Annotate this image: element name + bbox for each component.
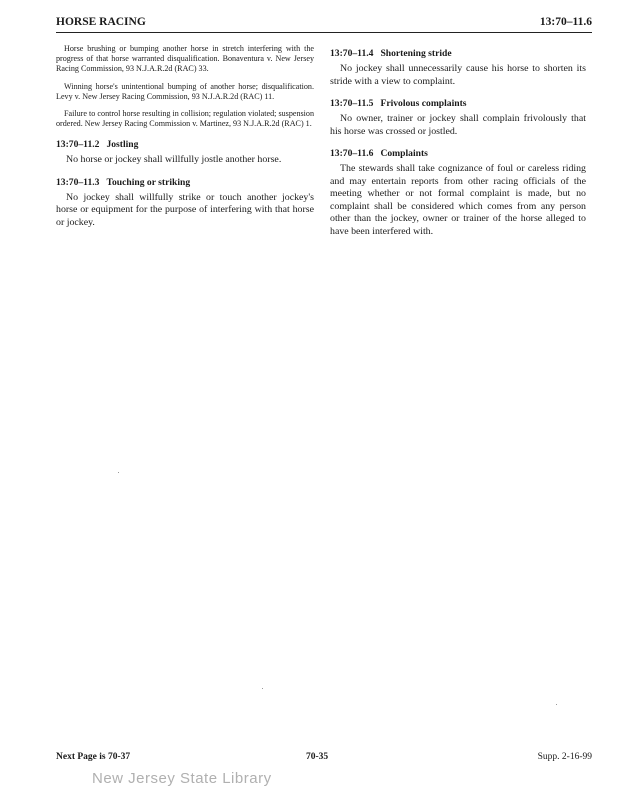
section-number: 13:70–11.6 <box>330 148 374 159</box>
section-heading <box>330 148 586 159</box>
library-stamp: New Jersey State Library <box>92 770 272 787</box>
section-title: Jostling <box>106 139 139 151</box>
scan-speck <box>118 472 119 473</box>
section-title: Shortening stride <box>380 48 452 59</box>
section-text: No jockey shall willfully strike or touch another jockey's horse or equipment for the purpose of interfering with that horse or jockey. <box>56 191 314 228</box>
right-column <box>330 44 586 244</box>
header-title: HORSE RACING <box>56 16 146 28</box>
section-number: 13:70–11.2 <box>56 139 100 151</box>
section-heading <box>330 48 586 59</box>
supplement-date: Supp. 2-16-99 <box>537 752 592 762</box>
section-text: No jockey shall unnecessarily cause his horse to shorten its stride with a view to complaint. <box>330 63 586 87</box>
section-title: Frivolous complaints <box>380 98 467 109</box>
case-note: Horse brushing or bumping another horse in stretch interfering with the progress of that horse warranted disqualification. Bonaventura v. New Jersey Racing Commission, 93 N.J.A.R.2d (RAC) 33. <box>56 44 314 74</box>
section-text: No owner, trainer or jockey shall complain frivolously that his horse was crossed or jostled. <box>330 113 586 137</box>
section-title: Complaints <box>380 148 428 159</box>
section-heading <box>56 177 314 188</box>
section-heading <box>330 98 586 109</box>
section-heading <box>56 139 314 150</box>
header-section-range: 13:70–11.6 <box>539 16 592 28</box>
scan-speck <box>556 704 557 705</box>
left-column <box>56 44 314 235</box>
running-header <box>56 14 592 33</box>
scan-speck <box>262 688 263 689</box>
page-number: 70-35 <box>306 752 329 762</box>
section-number: 13:70–11.3 <box>56 176 100 188</box>
case-note: Winning horse's unintentional bumping of another horse; disqualification. Levy v. New Jersey Racing Commission, 93 N.J.A.R.2d (RAC) 11. <box>56 81 314 101</box>
section-text: No horse or jockey shall willfully jostle another horse. <box>66 154 282 166</box>
section-title: Touching or striking <box>106 176 191 188</box>
section-text: The stewards shall take cognizance of foul or careless riding and may entertain reports from other racing officials of the meeting whether or not formal complaint is made, but no complaint shall be considered which comes from any person other than the jockey, owner or trainer of the horse alleged to have been interfered with. <box>330 163 586 237</box>
section-number: 13:70–11.4 <box>330 48 374 59</box>
section-number: 13:70–11.5 <box>330 98 374 109</box>
case-note: Failure to control horse resulting in collision; regulation violated; suspension ordered. New Jersey Racing Commission v. Martinez, 93 N.J.A.R.2d (RAC) 1. <box>56 109 314 129</box>
next-page-note: Next Page is 70-37 <box>56 752 131 762</box>
